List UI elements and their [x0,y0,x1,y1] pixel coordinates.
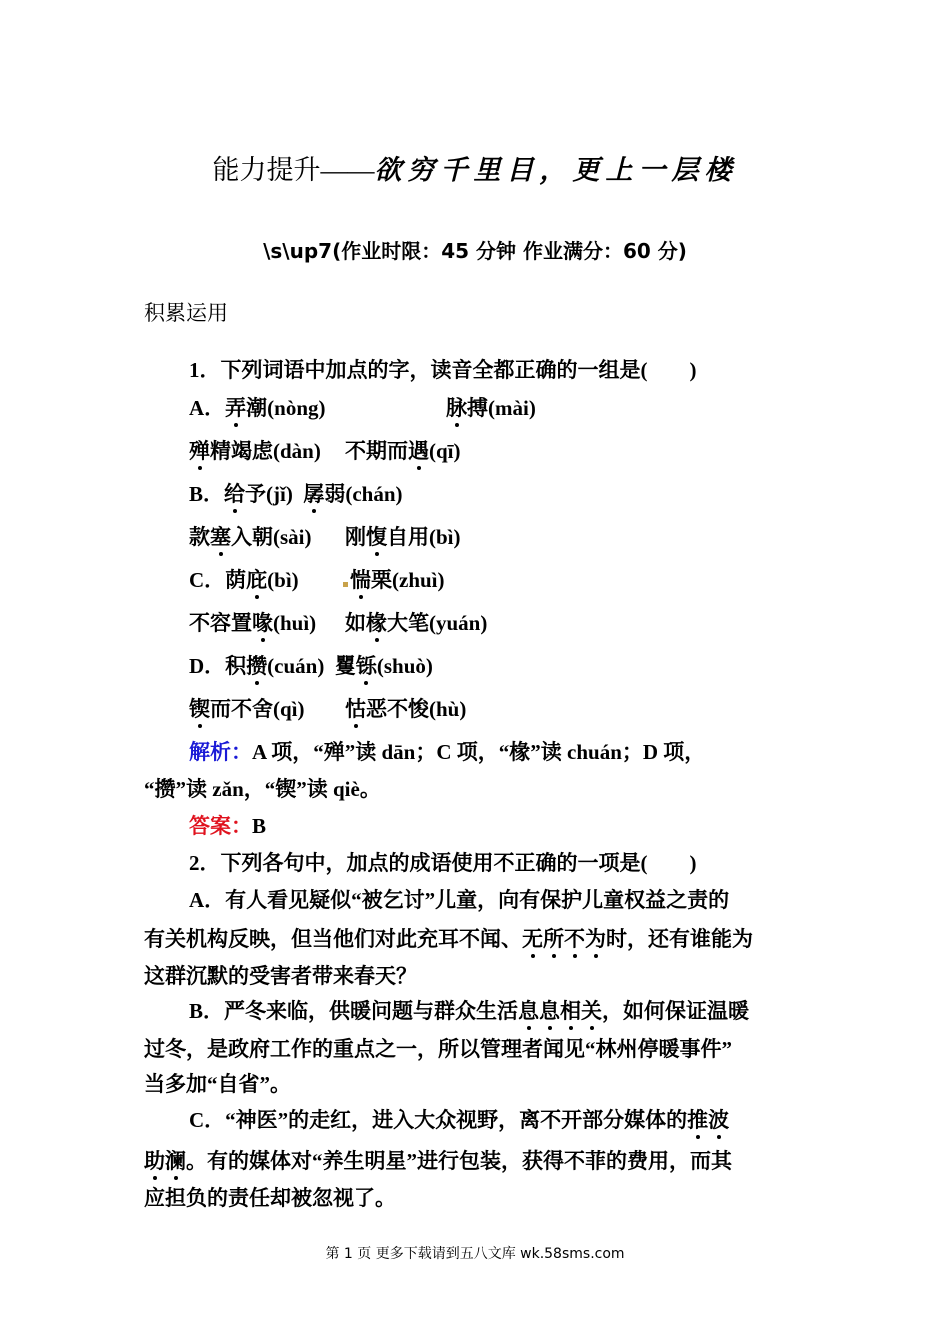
dotted-char: 不 [564,924,585,954]
q1-option-b2: 款塞入朝(sài) [189,522,312,552]
q2-option-b-l3: 当多加“自省”。 [144,1072,291,1096]
q2-option-a-l2: 有关机构反映，但当他们对此充耳不闻、无所不为时，还有谁能为 [144,924,753,954]
answer-label: 答案： [189,814,252,838]
dotted-char: 铄 [356,651,377,681]
q2-option-b-l1: B．严冬来临，供暖问题与群众生活息息相关，如何保证温暖 [189,996,749,1026]
dotted-char: 弄 [225,393,246,423]
q2-option-b-l2: 过冬，是政府工作的重点之一，所以管理者闻见“林州停暖事件” [144,1037,732,1061]
dotted-idiom [518,999,602,1023]
dotted-char: 推 [687,1105,708,1135]
dotted-char: 惴 [350,565,371,595]
q2-option-a-l1: A．有人看见疑似“被乞讨”儿童，向有保护儿童权益之责的 [189,888,730,912]
dotted-char: 相 [560,996,581,1026]
q1-option-b1: B．给予(jǐ) 孱弱(chán) [189,479,403,509]
page-title [0,150,950,191]
q1-option-b2b: 刚愎自用(bì) [345,522,461,552]
q1-option-c2b: 如椽大笔(yuán) [345,608,487,638]
q2-option-a-l3: 这群沉默的受害者带来春天？ [144,964,417,988]
dotted-char: 庇 [246,565,267,595]
dotted-char: 脉 [446,393,467,423]
analysis-label: 解析： [189,740,252,764]
q1-option-d2b: 怙恶不悛(hù) [345,694,466,724]
q1-option-a1: A．弄潮(nòng) [189,393,326,423]
title-sub: 欲穷千里目，更上一层楼 [374,155,738,186]
anchor-marker-icon [343,582,348,587]
q2-option-c-l1: C．“神医”的走红，进入大众视野，离不开部分媒体的推波 [189,1105,729,1135]
dotted-char: 息 [518,996,539,1026]
subtitle: \s\up7(作业时限：45 分钟 作业满分：60 分) [263,239,687,263]
dotted-char: 愎 [366,522,387,552]
page-footer: 第 1 页 更多下载请到五八文库 wk.58sms.com [325,1246,625,1262]
q1-option-a2b: 不期而遇(qī) [345,436,461,466]
q1-stem: 1．下列词语中加点的字，读音全都正确的一组是( ) [189,358,697,382]
dotted-char: 所 [543,924,564,954]
q1-analysis-cont: “攒”读 zǎn，“锲”读 qiè。 [144,777,381,801]
dotted-char: 喙 [252,608,273,638]
dotted-char: 助 [144,1146,165,1176]
q1-analysis: 解析：A 项，“殚”读 dān；C 项，“椽”读 chuán；D 项， [189,740,706,764]
dotted-char: 遇 [408,436,429,466]
section-heading: 积累运用 [144,301,228,325]
dotted-char: 息 [539,996,560,1026]
dotted-char: 怙 [345,694,366,724]
q2-option-c-l2: 助澜。有的媒体对“养生明星”进行包装，获得不菲的费用，而其 [144,1146,732,1176]
q1-option-d2: 锲而不舍(qì) [189,694,305,724]
dotted-idiom [144,1149,186,1173]
q1-option-a1b: 脉搏(mài) [446,393,536,423]
dotted-idiom [687,1108,729,1132]
dotted-char: 孱 [303,479,324,509]
q2-stem: 2．下列各句中，加点的成语使用不正确的一项是( ) [189,851,697,875]
q2-option-c-l3: 应担负的责任却被忽视了。 [144,1186,396,1210]
dotted-idiom [522,927,606,951]
dotted-char: 澜 [165,1146,186,1176]
dotted-char: 无 [522,924,543,954]
dotted-char: 关 [581,996,602,1026]
q1-option-c1b: 惴栗(zhuì) [343,565,445,595]
q1-option-d1: D．积攒(cuán) 矍铄(shuò) [189,651,433,681]
title-main: 能力提升—— [212,155,375,185]
dotted-char: 殚 [189,436,210,466]
dotted-char: 给 [224,479,245,509]
q1-answer: 答案：B [189,814,267,838]
dotted-char: 波 [708,1105,729,1135]
dotted-char: 塞 [210,522,231,552]
q1-option-c1: C．荫庇(bì) [189,565,299,595]
dotted-char: 锲 [189,694,210,724]
dotted-char: 为 [585,924,606,954]
dotted-char: 椽 [366,608,387,638]
dotted-char: 攒 [246,651,267,681]
q1-option-c2: 不容置喙(huì) [189,608,316,638]
q1-option-a2: 殚精竭虑(dàn) [189,436,321,466]
